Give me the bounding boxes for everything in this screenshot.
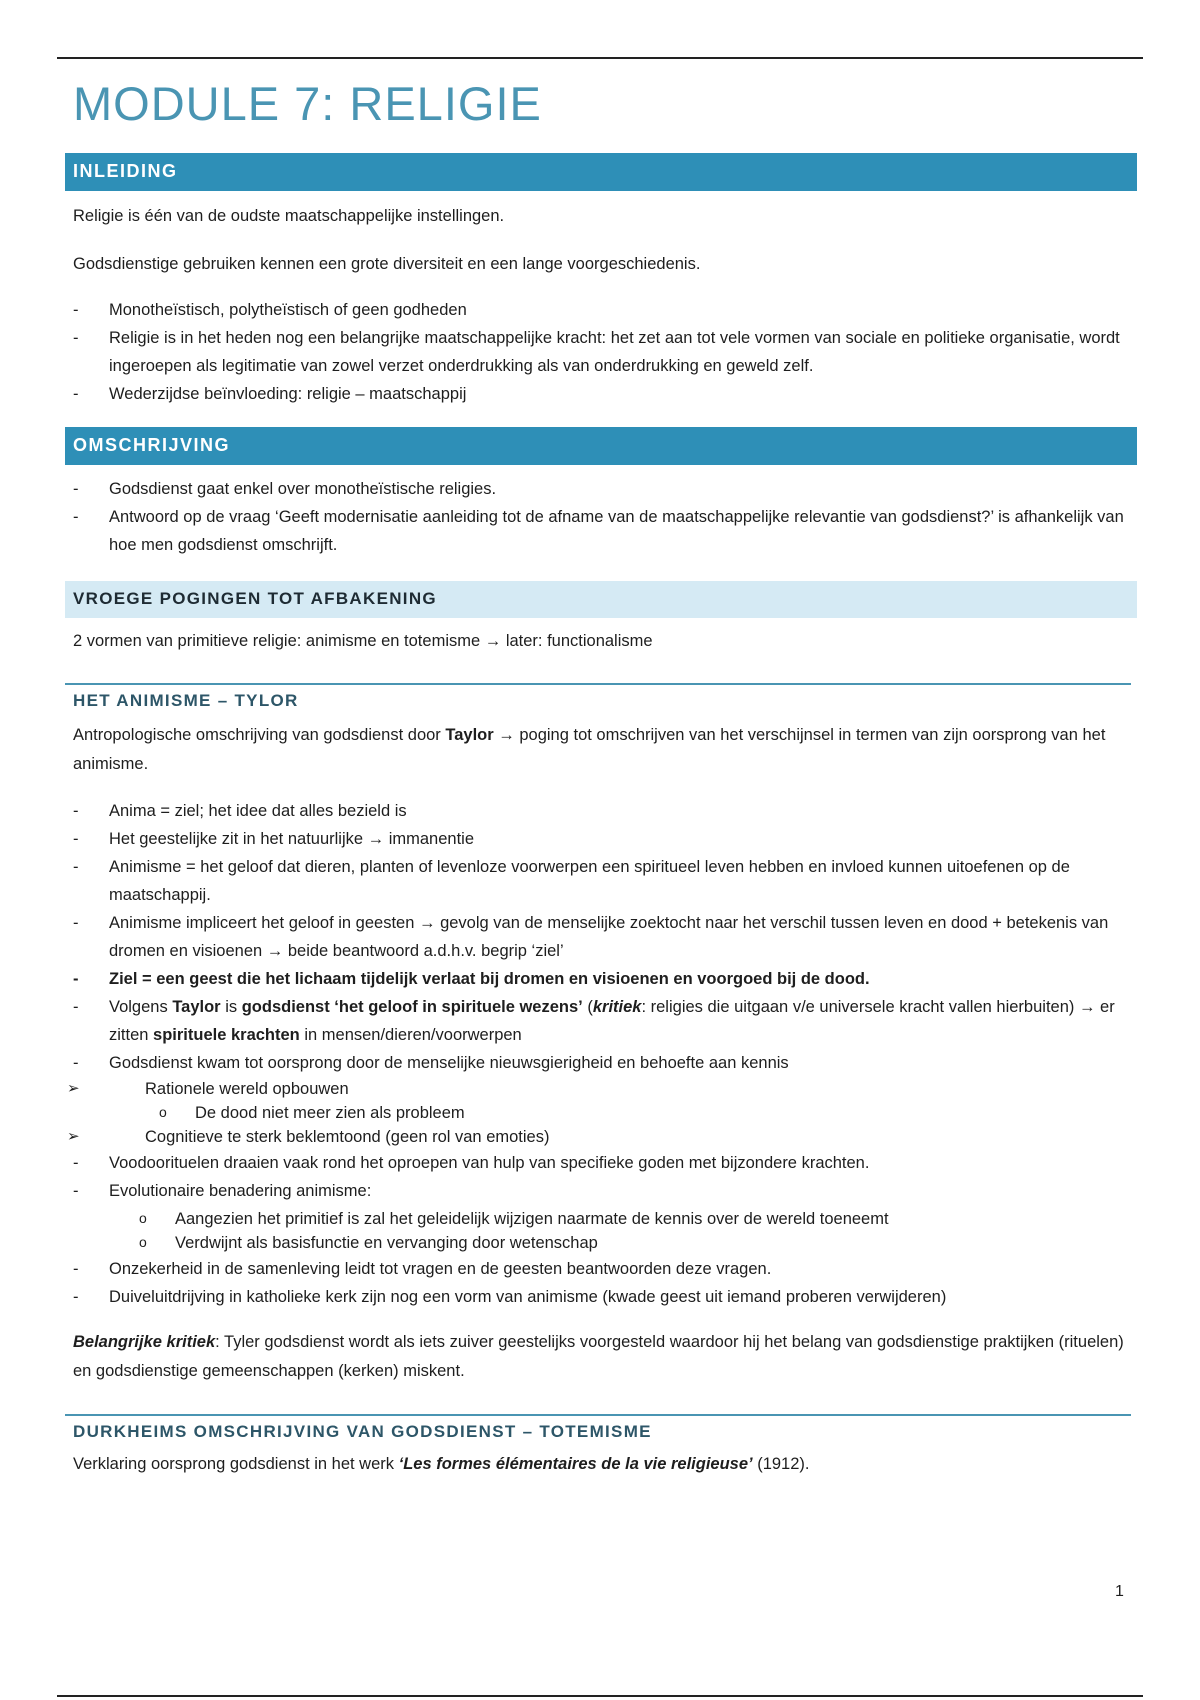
- text-span: Evolutionaire benadering animisme:: [109, 1182, 372, 1200]
- bold-text: Taylor: [445, 726, 494, 744]
- bold-text: Taylor: [172, 998, 221, 1016]
- list-item: - Ziel = een geest die het lichaam tijdelijk verlaat bij dromen en visioenen en voorgoed bij de dood.: [65, 965, 1129, 993]
- text-span: in mensen/dieren/voorwerpen: [299, 1026, 522, 1044]
- list-item: - Voodoorituelen draaien vaak rond het oproepen van hulp van specifieke goden met bijzondere krachten.: [65, 1149, 1129, 1177]
- section-heading-omschrijving: OMSCHRIJVING: [65, 427, 1137, 465]
- list-item: - Wederzijdse beïnvloeding: religie – maatschappij: [65, 380, 1129, 408]
- section-heading-vroege-pogingen: VROEGE POGINGEN TOT AFBAKENING: [65, 581, 1137, 618]
- text-span: Verklaring oorsprong godsdienst in het werk: [73, 1455, 399, 1473]
- paragraph: 2 vormen van primitieve religie: animisme en totemisme → later: functionalisme: [73, 632, 653, 650]
- sub-list: [125, 1207, 1129, 1255]
- bullet-list: [65, 475, 1137, 559]
- text-span: Rationele wereld opbouwen: [145, 1080, 349, 1098]
- text-span: (: [582, 998, 593, 1016]
- document-page: [65, 76, 1137, 1479]
- paragraph: [65, 1450, 1137, 1479]
- text-span: Antropologische omschrijving van godsdienst door: [73, 726, 446, 744]
- list-item: [65, 1049, 1129, 1149]
- list-item: - Animisme impliceert het geloof in geesten → gevolg van de menselijke zoektocht naar het verschil tussen leven en dood + betekenis van dromen en visioenen → beide beantwoord a.d.h.v. begrip ‘ziel’: [65, 909, 1129, 965]
- list-item: - Monotheïstisch, polytheïstisch of geen godheden: [65, 296, 1129, 324]
- sub-list: [65, 1077, 1129, 1149]
- list-item: - Onzekerheid in de samenleving leidt tot vragen en de geesten beantwoorden deze vragen.: [65, 1255, 1129, 1283]
- text-span: Godsdienst kwam tot oorsprong door de menselijke nieuwsgierigheid en behoefte aan kennis: [109, 1054, 789, 1072]
- paragraph: [65, 721, 1137, 779]
- text-span: Volgens: [109, 998, 173, 1016]
- subsection-heading-durkheim: DURKHEIMS OMSCHRIJVING VAN GODSDIENST – TOTEMISME: [65, 1414, 1131, 1442]
- section-heading-inleiding: INLEIDING: [65, 153, 1137, 191]
- list-item: [65, 993, 1129, 1049]
- sub-list-item: ➢ Cognitieve te sterk beklemtoond (geen rol van emoties): [65, 1125, 1129, 1149]
- paragraph: Religie is één van de oudste maatschappelijke instellingen.: [73, 207, 505, 225]
- list-item: - Duiveluitdrijving in katholieke kerk zijn nog een vorm van animisme (kwade geest uit iemand proberen verwijderen): [65, 1283, 1129, 1311]
- bottom-rule: [57, 1695, 1143, 1697]
- sub-sub-list: [145, 1101, 1129, 1125]
- list-item: - Religie is in het heden nog een belangrijke maatschappelijke kracht: het zet aan tot vele vormen van sociale en politieke organisatie, wordt ingeroepen als legitimatie van zowel verzet onderdrukking als van onderdrukking en geweld zelf.: [65, 324, 1129, 380]
- top-rule: [57, 57, 1143, 59]
- bold-italic-text: ‘Les formes élémentaires de la vie religieuse’: [398, 1455, 753, 1473]
- list-item: [65, 1177, 1129, 1255]
- sub-list-item: [65, 1077, 1129, 1125]
- list-item: - Antwoord op de vraag ‘Geeft modernisatie aanleiding tot de afname van de maatschappelijke relevantie van godsdienst?’ is afhankelijk van hoe men godsdienst omschrijft.: [65, 503, 1129, 559]
- subsection-heading-animisme: HET ANIMISME – TYLOR: [65, 683, 1131, 711]
- list-item: - Het geestelijke zit in het natuurlijke → immanentie: [65, 825, 1129, 853]
- bullet-list: [65, 797, 1137, 1311]
- page-title: MODULE 7: RELIGIE: [73, 77, 542, 130]
- text-span: : Tyler godsdienst wordt als iets zuiver geestelijks voorgesteld waardoor hij het belang van godsdienstige praktijken (rituelen) en godsdienstige gemeenschappen (kerken) miskent.: [73, 1333, 1124, 1380]
- bullet-list: [65, 296, 1137, 408]
- text-span: is: [220, 998, 242, 1016]
- page-number: 1: [1115, 1583, 1124, 1600]
- bold-text: spirituele krachten: [153, 1026, 300, 1044]
- bold-italic-text: Belangrijke kritiek: [73, 1333, 216, 1351]
- sub-sub-list-item: o De dood niet meer zien als probleem: [145, 1101, 1129, 1125]
- sub-list-item: o Aangezien het primitief is zal het geleidelijk wijzigen naarmate de kennis over de wereld toeneemt: [125, 1207, 1129, 1231]
- paragraph: Godsdienstige gebruiken kennen een grote diversiteit en een lange voorgeschiedenis.: [73, 255, 701, 273]
- bold-italic-text: kritiek: [592, 998, 642, 1016]
- criticism-paragraph: [65, 1328, 1137, 1386]
- list-item: - Animisme = het geloof dat dieren, planten of levenloze voorwerpen een spiritueel leven hebben en invloed kunnen uitoefenen op de maatschappij.: [65, 853, 1129, 909]
- text-span: → poging tot omschrijven van het verschijnsel in termen van zijn oorsprong van het animisme.: [73, 726, 1106, 773]
- list-item: - Anima = ziel; het idee dat alles bezield is: [65, 797, 1129, 825]
- text-span: (1912).: [752, 1455, 810, 1473]
- text-span: : religies die uitgaan v/e universele kracht vallen hierbuiten) → er zitten: [109, 998, 1115, 1044]
- bold-text: godsdienst ‘het geloof in spirituele wezens’: [241, 998, 583, 1016]
- sub-list-item: o Verdwijnt als basisfunctie en vervanging door wetenschap: [125, 1231, 1129, 1255]
- list-item: - Godsdienst gaat enkel over monotheïstische religies.: [65, 475, 1129, 503]
